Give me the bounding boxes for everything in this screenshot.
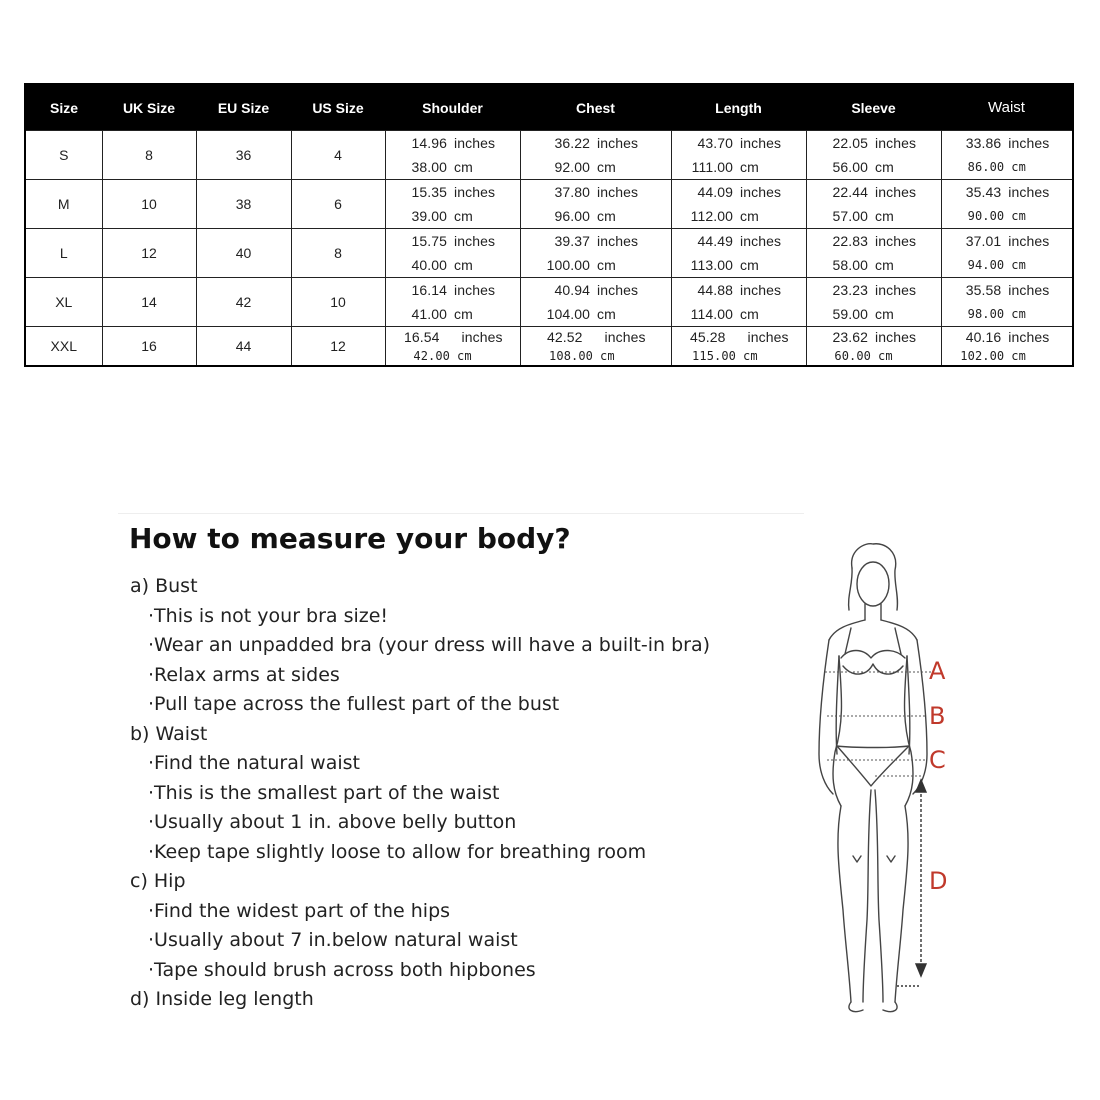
shoulder-in-unit: inches	[454, 184, 496, 200]
length-cm-line	[672, 302, 806, 326]
waist-cm-line	[942, 155, 1073, 179]
chest-cm-value: 100.00	[546, 257, 590, 273]
shoulder-in-line	[386, 229, 520, 253]
chest-cm-line	[521, 204, 671, 228]
us-size-cell: 12	[291, 327, 385, 367]
sleeve-in-unit: inches	[875, 282, 917, 298]
sleeve-cell	[806, 131, 941, 180]
guide-step: ·Find the natural waist	[148, 752, 360, 774]
waist-cm-unit: cm	[1011, 348, 1026, 363]
guide-step: ·Usually about 7 in.below natural waist	[148, 929, 518, 951]
eu-size-cell: 38	[196, 180, 291, 229]
length-in-line	[672, 131, 806, 155]
waist-cm-line	[942, 204, 1073, 228]
waist-cm-value: 90.00	[967, 209, 1005, 223]
chest-cm-value: 108.00	[549, 348, 593, 363]
sleeve-cm-value: 60.00	[834, 348, 871, 363]
waist-cm-unit: cm	[1011, 307, 1026, 321]
chest-cell	[520, 278, 671, 327]
shoulder-cm-value: 39.00	[411, 208, 447, 224]
shoulder-in-unit: inches	[454, 135, 496, 151]
length-in-unit: inches	[740, 184, 782, 200]
sleeve-cm-value: 59.00	[832, 306, 868, 322]
table-row	[25, 327, 1073, 367]
measure-letter-a: A	[929, 657, 946, 685]
length-cm-line	[672, 155, 806, 179]
guide-section-heading: a) Bust	[130, 575, 198, 597]
shoulder-in-unit: inches	[461, 328, 503, 345]
guide-section-heading: c) Hip	[130, 870, 186, 892]
waist-in-unit: inches	[1008, 233, 1050, 249]
length-cm-value: 113.00	[690, 257, 733, 273]
waist-in-value: 33.86	[965, 135, 1002, 151]
waist-in-unit: inches	[1008, 184, 1050, 200]
waist-cm-value: 98.00	[967, 307, 1005, 321]
waist-in-line	[942, 327, 1073, 346]
sleeve-cell	[806, 180, 941, 229]
chest-in-value: 40.94	[554, 282, 590, 298]
chest-cm-value: 104.00	[546, 306, 590, 322]
size-cell: L	[25, 229, 102, 278]
length-in-line	[672, 278, 806, 302]
length-cm-unit: cm	[740, 257, 759, 273]
shoulder-cm-line	[386, 204, 520, 228]
guide-step: ·Pull tape across the fullest part of the bust	[148, 693, 560, 715]
chest-in-unit: inches	[604, 328, 646, 345]
waist-in-unit: inches	[1008, 328, 1050, 345]
length-in-value: 45.28	[689, 328, 726, 345]
sleeve-in-line	[807, 327, 941, 346]
length-in-line	[672, 327, 806, 346]
chest-in-unit: inches	[597, 282, 639, 298]
us-size-cell: 10	[291, 278, 385, 327]
size-cell: XXL	[25, 327, 102, 367]
guide-step: ·Find the widest part of the hips	[148, 899, 451, 922]
sleeve-cm-value: 58.00	[832, 257, 868, 273]
body-outline-icon	[805, 540, 965, 1020]
chest-cm-unit: cm	[597, 306, 616, 322]
guide-step: ·Relax arms at sides	[148, 663, 340, 686]
chest-cm-line	[521, 253, 671, 277]
chest-cm-line	[521, 346, 671, 365]
chest-in-value: 42.52	[546, 328, 583, 345]
waist-cell	[941, 131, 1073, 180]
chest-in-unit: inches	[597, 135, 639, 151]
sleeve-in-line	[807, 180, 941, 204]
chest-cm-value: 92.00	[554, 159, 590, 175]
sleeve-cm-line	[807, 253, 941, 277]
waist-in-value: 40.16	[965, 328, 1002, 345]
chest-cell	[520, 229, 671, 278]
sleeve-cell	[806, 229, 941, 278]
sleeve-in-line	[807, 278, 941, 302]
length-in-value: 43.70	[697, 135, 733, 151]
sleeve-cell	[806, 327, 941, 367]
body-measurement-figure	[805, 540, 965, 1020]
shoulder-cm-unit: cm	[454, 306, 473, 322]
chest-cell	[520, 131, 671, 180]
sleeve-cell	[806, 278, 941, 327]
table-row	[25, 180, 1073, 229]
sleeve-in-value: 22.44	[832, 184, 868, 200]
sleeve-cm-line	[807, 346, 941, 365]
length-cm-unit: cm	[740, 306, 759, 322]
sleeve-cm-unit: cm	[875, 208, 894, 224]
length-cm-value: 111.00	[691, 159, 733, 175]
guide-step: ·This is not your bra size!	[148, 604, 389, 627]
shoulder-cell	[385, 180, 520, 229]
sleeve-cm-unit: cm	[875, 257, 894, 273]
shoulder-in-line	[386, 327, 520, 346]
waist-cell	[941, 229, 1073, 278]
sleeve-in-unit: inches	[875, 135, 917, 151]
length-in-line	[672, 180, 806, 204]
chest-in-value: 39.37	[554, 233, 590, 249]
chest-in-line	[521, 229, 671, 253]
length-cm-unit: cm	[740, 208, 759, 224]
length-in-line	[672, 229, 806, 253]
header-uk-size: UK Size	[102, 84, 196, 131]
length-cm-unit: cm	[740, 159, 759, 175]
sleeve-cm-value: 57.00	[832, 208, 868, 224]
size-cell: S	[25, 131, 102, 180]
shoulder-cm-value: 38.00	[411, 159, 447, 175]
us-size-cell: 4	[291, 131, 385, 180]
sleeve-in-unit: inches	[875, 184, 917, 200]
shoulder-cm-value: 41.00	[411, 306, 447, 322]
measure-instructions	[130, 572, 710, 1015]
length-cm-line	[672, 253, 806, 277]
sleeve-in-value: 22.05	[832, 135, 868, 151]
chest-cm-unit: cm	[597, 159, 616, 175]
waist-in-value: 37.01	[965, 233, 1002, 249]
measure-letter-b: B	[929, 702, 946, 730]
length-in-value: 44.09	[697, 184, 733, 200]
sleeve-in-unit: inches	[875, 328, 917, 345]
sleeve-cm-unit: cm	[875, 159, 894, 175]
header-chest: Chest	[520, 84, 671, 131]
shoulder-in-unit: inches	[454, 233, 496, 249]
sleeve-in-line	[807, 131, 941, 155]
eu-size-cell: 40	[196, 229, 291, 278]
waist-cm-value: 102.00	[960, 348, 1005, 363]
uk-size-cell: 14	[102, 278, 196, 327]
length-in-unit: inches	[740, 233, 782, 249]
shoulder-cell	[385, 131, 520, 180]
header-shoulder: Shoulder	[385, 84, 520, 131]
sleeve-in-value: 22.83	[832, 233, 868, 249]
uk-size-cell: 12	[102, 229, 196, 278]
shoulder-in-unit: inches	[454, 282, 496, 298]
header-eu-size: EU Size	[196, 84, 291, 131]
table-header-row	[25, 84, 1073, 131]
length-cm-line	[672, 204, 806, 228]
chest-cm-unit: cm	[597, 208, 616, 224]
measure-letter-c: C	[929, 746, 946, 774]
guide-title: How to measure your body?	[129, 522, 571, 555]
sleeve-in-value: 23.62	[832, 328, 868, 345]
uk-size-cell: 10	[102, 180, 196, 229]
sleeve-cm-line	[807, 204, 941, 228]
header-waist: Waist	[941, 84, 1073, 131]
shoulder-cm-unit: cm	[457, 348, 472, 363]
length-cell	[671, 229, 806, 278]
uk-size-cell: 16	[102, 327, 196, 367]
chest-in-value: 36.22	[554, 135, 590, 151]
chest-in-line	[521, 131, 671, 155]
sleeve-cm-unit: cm	[875, 306, 894, 322]
shoulder-cm-unit: cm	[454, 257, 473, 273]
chest-in-unit: inches	[597, 233, 639, 249]
eu-size-cell: 44	[196, 327, 291, 367]
shoulder-in-value: 15.75	[411, 233, 447, 249]
length-in-value: 44.49	[697, 233, 733, 249]
waist-in-unit: inches	[1008, 135, 1050, 151]
waist-in-unit: inches	[1008, 282, 1050, 298]
waist-in-value: 35.58	[965, 282, 1002, 298]
sleeve-in-line	[807, 229, 941, 253]
shoulder-cm-line	[386, 155, 520, 179]
chest-cm-unit: cm	[600, 348, 615, 363]
length-cm-unit: cm	[743, 348, 758, 363]
guide-section-heading: b) Waist	[130, 722, 208, 745]
shoulder-in-line	[386, 131, 520, 155]
waist-in-line	[942, 278, 1073, 302]
shoulder-in-value: 14.96	[411, 135, 447, 151]
sleeve-in-unit: inches	[875, 233, 917, 249]
length-cell	[671, 180, 806, 229]
shoulder-in-value: 16.14	[411, 282, 447, 298]
shoulder-cm-unit: cm	[454, 159, 473, 175]
table-row	[25, 278, 1073, 327]
waist-cm-unit: cm	[1011, 209, 1026, 223]
size-chart-table	[24, 83, 1074, 367]
guide-step: ·Tape should brush across both hipbones	[148, 958, 536, 981]
waist-in-line	[942, 131, 1073, 155]
shoulder-cell	[385, 229, 520, 278]
sleeve-in-value: 23.23	[832, 282, 868, 298]
waist-cell	[941, 180, 1073, 229]
waist-cm-line	[942, 346, 1073, 365]
eu-size-cell: 42	[196, 278, 291, 327]
chest-cell	[520, 327, 671, 367]
guide-divider	[118, 513, 804, 514]
length-cell	[671, 278, 806, 327]
length-cm-value: 114.00	[690, 306, 733, 322]
waist-cell	[941, 278, 1073, 327]
waist-cm-unit: cm	[1011, 258, 1026, 272]
guide-step: ·Usually about 1 in. above belly button	[148, 811, 517, 833]
guide-step: ·Keep tape slightly loose to allow for breathing room	[148, 840, 647, 863]
shoulder-cm-unit: cm	[454, 208, 473, 224]
guide-section-heading: d) Inside leg length	[130, 988, 314, 1010]
waist-cm-line	[942, 302, 1073, 326]
shoulder-cm-value: 40.00	[411, 257, 447, 273]
table-row	[25, 131, 1073, 180]
length-cm-line	[672, 346, 806, 365]
waist-cm-line	[942, 253, 1073, 277]
length-cell	[671, 131, 806, 180]
size-cell: XL	[25, 278, 102, 327]
chest-in-value: 37.80	[554, 184, 590, 200]
size-cell: M	[25, 180, 102, 229]
table-row	[25, 229, 1073, 278]
chest-cm-line	[521, 302, 671, 326]
shoulder-in-line	[386, 180, 520, 204]
shoulder-cm-line	[386, 346, 520, 365]
shoulder-cm-value: 42.00	[413, 348, 450, 363]
sleeve-cm-value: 56.00	[832, 159, 868, 175]
sleeve-cm-line	[807, 155, 941, 179]
header-us-size: US Size	[291, 84, 385, 131]
header-length: Length	[671, 84, 806, 131]
chest-cm-unit: cm	[597, 257, 616, 273]
waist-in-line	[942, 229, 1073, 253]
shoulder-cm-line	[386, 253, 520, 277]
chest-in-line	[521, 278, 671, 302]
chest-in-unit: inches	[597, 184, 639, 200]
chest-in-line	[521, 327, 671, 346]
waist-cm-value: 94.00	[967, 258, 1005, 272]
length-in-value: 44.88	[697, 282, 733, 298]
shoulder-cm-line	[386, 302, 520, 326]
length-in-unit: inches	[740, 282, 782, 298]
waist-in-value: 35.43	[965, 184, 1002, 200]
chest-cm-value: 96.00	[554, 208, 590, 224]
shoulder-in-line	[386, 278, 520, 302]
chest-in-line	[521, 180, 671, 204]
measure-letter-d: D	[929, 867, 948, 895]
length-in-unit: inches	[747, 328, 789, 345]
waist-in-line	[942, 180, 1073, 204]
guide-step: ·Wear an unpadded bra (your dress will have a built-in bra)	[148, 634, 711, 656]
waist-cell	[941, 327, 1073, 367]
guide-step: ·This is the smallest part of the waist	[148, 781, 500, 804]
header-size: Size	[25, 84, 102, 131]
uk-size-cell: 8	[102, 131, 196, 180]
shoulder-in-value: 16.54	[403, 328, 440, 345]
waist-cm-unit: cm	[1011, 160, 1026, 174]
header-sleeve: Sleeve	[806, 84, 941, 131]
shoulder-cell	[385, 278, 520, 327]
eu-size-cell: 36	[196, 131, 291, 180]
length-in-unit: inches	[740, 135, 782, 151]
chest-cm-line	[521, 155, 671, 179]
length-cm-value: 112.00	[690, 208, 733, 224]
sleeve-cm-unit: cm	[878, 348, 893, 363]
length-cm-value: 115.00	[692, 348, 736, 363]
shoulder-cell	[385, 327, 520, 367]
us-size-cell: 8	[291, 229, 385, 278]
shoulder-in-value: 15.35	[411, 184, 447, 200]
waist-cm-value: 86.00	[967, 160, 1005, 174]
length-cell	[671, 327, 806, 367]
us-size-cell: 6	[291, 180, 385, 229]
sleeve-cm-line	[807, 302, 941, 326]
chest-cell	[520, 180, 671, 229]
